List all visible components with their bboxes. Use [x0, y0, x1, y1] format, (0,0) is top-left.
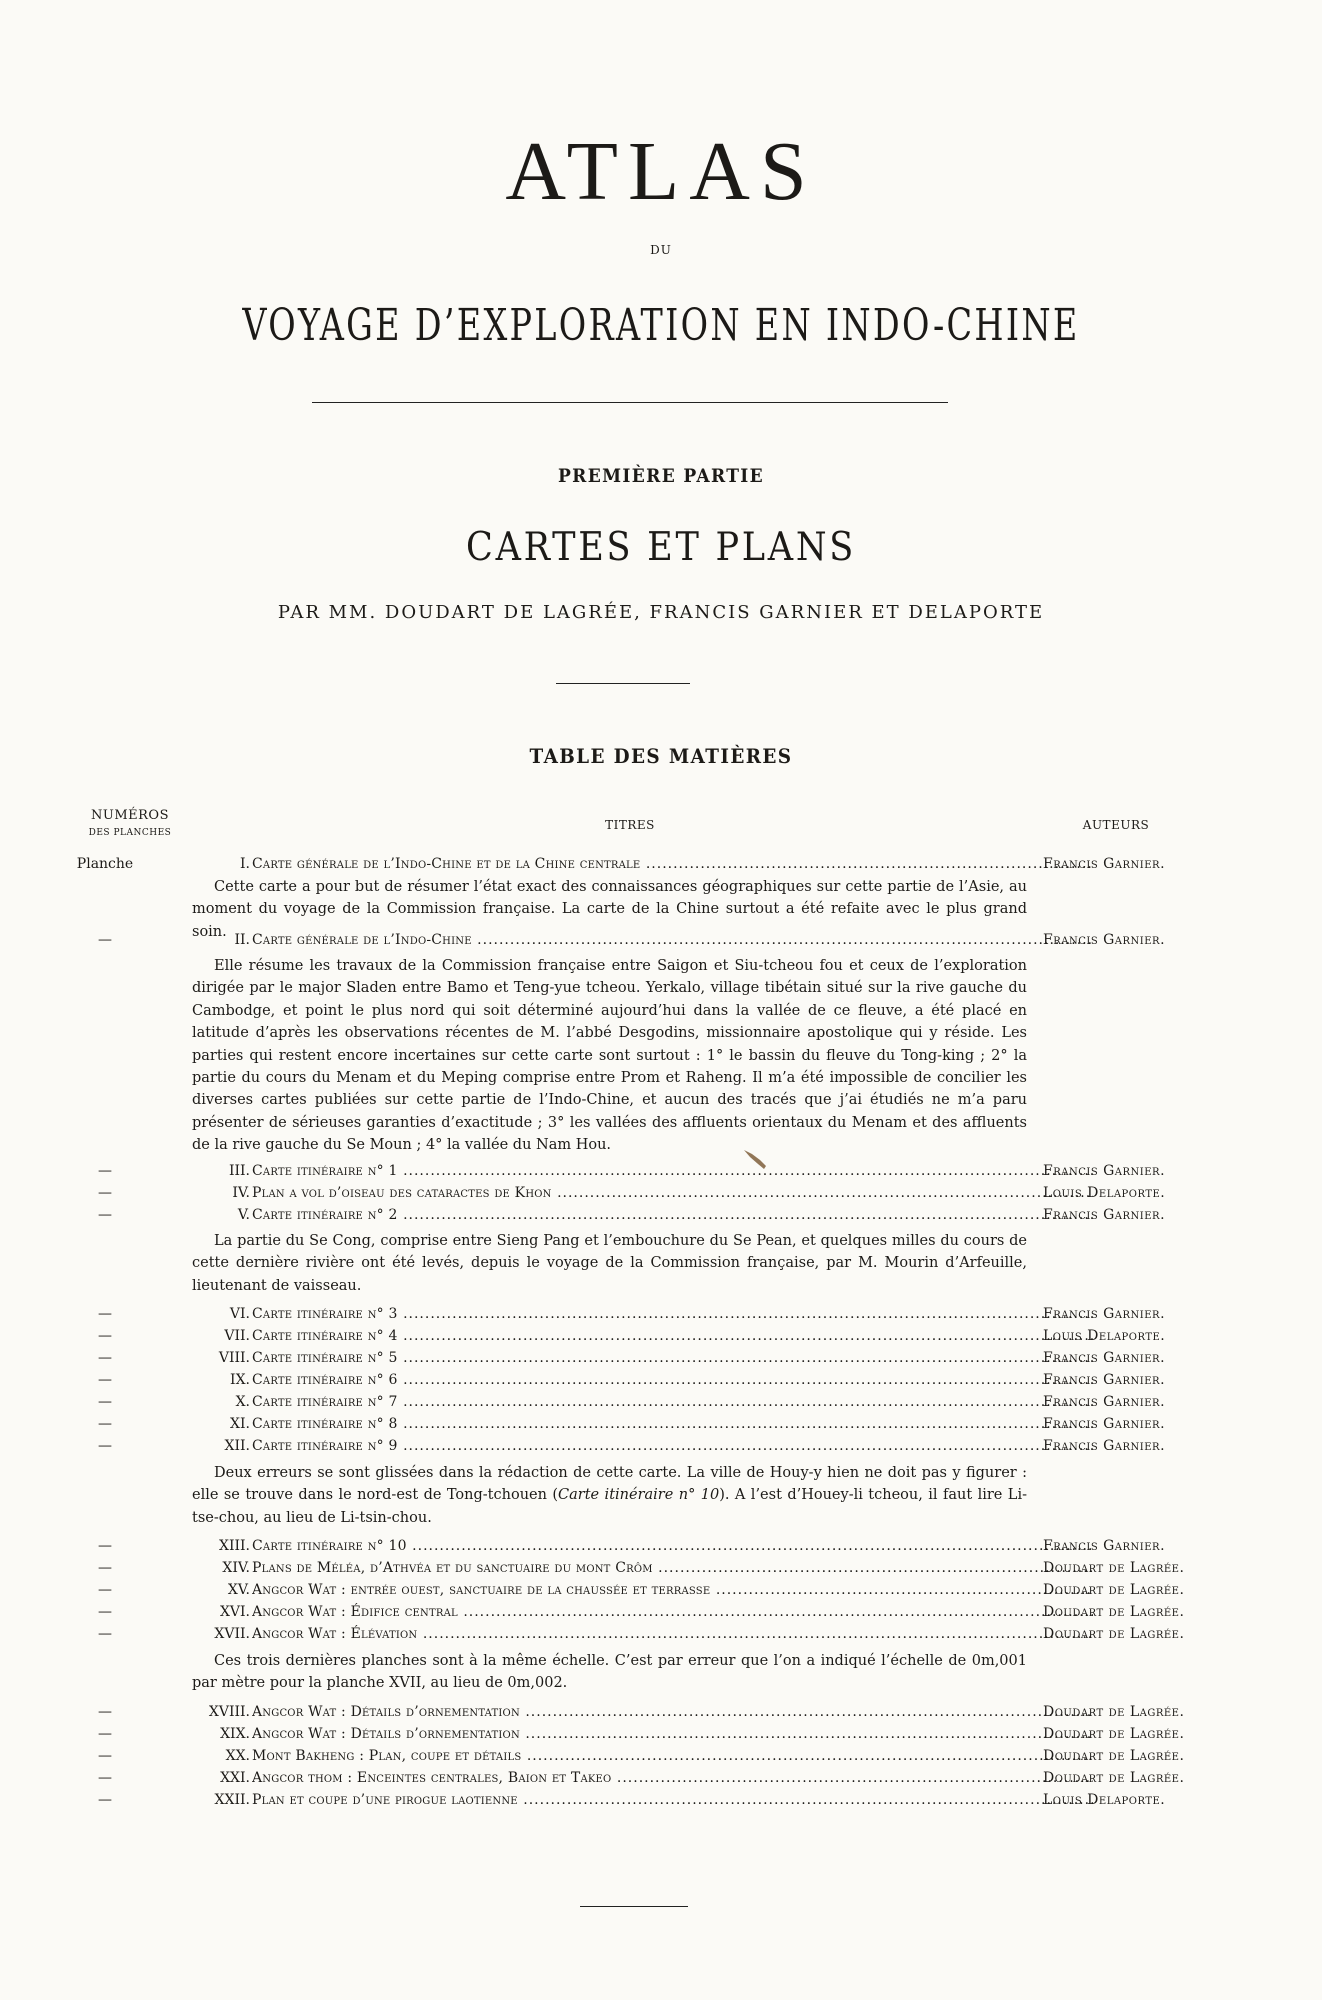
note-text: Deux erreurs se sont glissées dans la rédaction de cette carte. La ville de Houy-y hien ne doit pas y figurer : elle se trouve dans le nord-est de Tong-tchouen ( [192, 1465, 1027, 1504]
plate-title: Angcor thom : Enceintes centrales, Baion et Takeo ..... [252, 1767, 1093, 1789]
section-title: CARTES ET PLANS [466, 525, 856, 570]
table-row [60, 1182, 1210, 1204]
table-row [60, 853, 1210, 875]
table-row [60, 1535, 1210, 1557]
divider [312, 402, 948, 403]
table-row [60, 1723, 1210, 1745]
table-row [60, 1579, 1210, 1601]
plate-title: Angcor Wat : entrée ouest, sanctuaire de la chaussée et terrasse ..... [252, 1579, 1093, 1601]
table-row [60, 1413, 1210, 1435]
plate-author: Francis Garnier. [1043, 1538, 1166, 1554]
plate-note: La partie du Se Cong, comprise entre Sieng Pang et l’embouchure du Se Pean, et quelques milles du cours de cette dernière rivière ont été levés, depuis le voyage de la Commission française, par M. Mourin d’Arfeuille, lieutenant de vaisseau. [192, 1233, 1027, 1294]
row-lead: — [98, 1438, 112, 1454]
row-lead: — [98, 1770, 112, 1786]
plate-author: Doudart de Lagrée. [1043, 1770, 1185, 1786]
plate-number: XVII. [214, 1626, 250, 1642]
plate-author: Doudart de Lagrée. [1043, 1704, 1185, 1720]
column-header-planches: DES PLANCHES [88, 828, 172, 838]
row-lead: — [98, 1626, 112, 1642]
plate-note: Ces trois dernières planches sont à la même échelle. C’est par erreur que l’on a indiqué l’échelle de 0m,001 par mètre pour la planche XVII, au lieu de 0m,002. [192, 1653, 1027, 1692]
plate-number: III. [228, 1163, 250, 1179]
plate-number: V. [237, 1207, 250, 1223]
table-row [60, 1204, 1210, 1226]
page-title: ATLAS [505, 125, 817, 218]
row-lead: — [98, 1792, 112, 1808]
row-lead: — [98, 1748, 112, 1764]
plate-number: XIV. [222, 1560, 250, 1576]
plate-number: XIII. [218, 1538, 250, 1554]
plate-title: Carte itinéraire n° 10 ..... [252, 1535, 1093, 1557]
note-reference: Carte itinéraire n° 10 [558, 1487, 720, 1504]
note-text: ). A l’est d’Houey-li tcheou, il faut lire Li-tse-chou, au lieu de Li-tsin-chou. [192, 1487, 1027, 1526]
row-lead: — [98, 1582, 112, 1598]
plate-number: XVI. [219, 1604, 250, 1620]
plate-title: Angcor Wat : Élévation ..... [252, 1623, 1093, 1645]
row-lead: — [98, 1163, 112, 1179]
column-header-titres: TITRES [605, 818, 655, 832]
table-row [60, 1160, 1210, 1182]
plate-author: Doudart de Lagrée. [1043, 1626, 1185, 1642]
plate-number: I. [240, 856, 250, 872]
table-row [60, 1347, 1210, 1369]
row-lead: — [98, 1207, 112, 1223]
table-heading: TABLE DES MATIÈRES [529, 744, 793, 768]
table-row [60, 1391, 1210, 1413]
plate-author: Francis Garnier. [1043, 932, 1166, 948]
table-row [60, 1369, 1210, 1391]
row-lead: — [98, 1704, 112, 1720]
table-row [60, 1701, 1210, 1723]
plate-author: Doudart de Lagrée. [1043, 1748, 1185, 1764]
plate-note: Elle résume les travaux de la Commission française entre Saigon et Siu-tcheou fou et ceux de l’exploration dirigée par le major Sladen entre Bamo et Teng-yue tcheou. Yerkalo, village tibétain situé sur la rive gauche du Cambodge, et point le plus nord qui soit déterminé aujourd’hui dans la vallée de ce fleuve, a été placé en latitude d’après les observations récentes de M. l’abbé Desgodins, missionnaire apostolique qui y réside. Les parties qui restent encore incertaines sur cette carte sont surtout : 1° le bassin du fleuve du Tong-king ; 2° la partie du cours du Menam et du Meping comprise entre Prom et Raheng. Il m’a été impossible de concilier les diverses cartes publiées sur cette partie de l’Indo-Chine, et aucun des tracés que j’ai étudiés ne m’a paru présenter de sérieuses garanties d’exactitude ; 3° les vallées des affluents orientaux du Menam et des affluents de la rive gauche du Se Moun ; 4° la vallée du Nam Hou. [192, 958, 1027, 1154]
plate-title: Carte itinéraire n° 2 ..... [252, 1204, 1093, 1226]
plate-number: XX. [225, 1748, 250, 1764]
ink-stain [742, 1148, 772, 1170]
plate-author: Francis Garnier. [1043, 1372, 1166, 1388]
table-row [60, 929, 1210, 951]
row-lead: — [98, 1416, 112, 1432]
table-row [60, 1435, 1210, 1457]
plate-number: VII. [224, 1328, 250, 1344]
title-connector: DU [650, 243, 672, 257]
table-row [60, 1767, 1210, 1789]
plate-number: II. [234, 932, 250, 948]
plate-note [192, 1462, 1027, 1529]
table-row [60, 1623, 1210, 1645]
plate-title: Plan et coupe d’une pirogue laotienne ..... [252, 1789, 1093, 1811]
table-row [60, 1601, 1210, 1623]
plate-title: Carte générale de l’Indo-Chine et de la Chine centrale ..... [252, 853, 1093, 875]
plate-author: Louis Delaporte. [1043, 1328, 1166, 1344]
row-lead: — [98, 1726, 112, 1742]
plate-author: Francis Garnier. [1043, 1416, 1166, 1432]
row-lead: — [98, 1604, 112, 1620]
plate-title: Carte itinéraire n° 6 ..... [252, 1369, 1093, 1391]
part-label: PREMIÈRE PARTIE [557, 465, 765, 487]
plate-number: VIII. [218, 1350, 250, 1366]
divider [580, 1906, 688, 1907]
divider [556, 683, 690, 684]
plate-author: Francis Garnier. [1043, 1207, 1166, 1223]
plate-title: Carte itinéraire n° 1 ..... [252, 1160, 1093, 1182]
plate-author: Francis Garnier. [1043, 1163, 1166, 1179]
row-lead: Planche [76, 856, 134, 872]
table-row [60, 1325, 1210, 1347]
plate-author: Francis Garnier. [1043, 1394, 1166, 1410]
row-lead: — [98, 1328, 112, 1344]
plate-number: XXI. [220, 1770, 250, 1786]
plate-author: Louis Delaporte. [1043, 1792, 1166, 1808]
table-row [60, 1745, 1210, 1767]
plate-author: Francis Garnier. [1043, 1306, 1166, 1322]
plate-title: Carte itinéraire n° 8 ..... [252, 1413, 1093, 1435]
plate-number: XII. [224, 1438, 250, 1454]
plate-author: Doudart de Lagrée. [1043, 1604, 1185, 1620]
column-header-numeros: NUMÉROS [91, 808, 169, 823]
row-lead: — [98, 932, 112, 948]
page-subtitle: VOYAGE D’EXPLORATION EN INDO-CHINE [242, 300, 1080, 351]
table-row [60, 1303, 1210, 1325]
row-lead: — [98, 1306, 112, 1322]
plate-title: Carte itinéraire n° 9 ..... [252, 1435, 1093, 1457]
row-lead: — [98, 1538, 112, 1554]
plate-title: Carte générale de l’Indo-Chine ..... [252, 929, 1093, 951]
plate-number: IX. [230, 1372, 250, 1388]
plate-title: Carte itinéraire n° 7 ..... [252, 1391, 1093, 1413]
row-lead: — [98, 1394, 112, 1410]
row-lead: — [98, 1350, 112, 1366]
table-row [60, 1789, 1210, 1811]
plate-number: XV. [227, 1582, 250, 1598]
column-header-auteurs: AUTEURS [1082, 818, 1150, 832]
plate-title: Mont Bakheng : Plan, coupe et détails ..... [252, 1745, 1093, 1767]
plate-author: Louis Delaporte. [1043, 1185, 1166, 1201]
plate-number: X. [235, 1394, 250, 1410]
table-row [60, 1557, 1210, 1579]
plate-author: Doudart de Lagrée. [1043, 1726, 1185, 1742]
plate-note: Cette carte a pour but de résumer l’état exact des connaissances géographiques sur cette partie de l’Asie, au moment du voyage de la Commission française. La carte de la Chine surtout a été refaite avec le plus grand soin. [192, 879, 1027, 940]
plate-number: XXII. [214, 1792, 250, 1808]
plate-title: Plans de Méléa, d’Athvéa et du sanctuaire du mont Crôm ..... [252, 1557, 1093, 1579]
plate-number: XIX. [220, 1726, 250, 1742]
row-lead: — [98, 1372, 112, 1388]
plate-title: Angcor Wat : Détails d’ornementation ..... [252, 1723, 1093, 1745]
plate-number: VI. [229, 1306, 250, 1322]
plate-author: Doudart de Lagrée. [1043, 1582, 1185, 1598]
plate-number: IV. [232, 1185, 250, 1201]
plate-title: Carte itinéraire n° 3 ..... [252, 1303, 1093, 1325]
plate-title: Plan a vol d’oiseau des cataractes de Khon ..... [252, 1182, 1093, 1204]
plate-title: Carte itinéraire n° 5 ..... [252, 1347, 1093, 1369]
plate-number: XI. [230, 1416, 250, 1432]
plate-title: Angcor Wat : Édifice central ..... [252, 1601, 1093, 1623]
row-lead: — [98, 1185, 112, 1201]
plate-number: XVIII. [208, 1704, 250, 1720]
plate-title: Angcor Wat : Détails d’ornementation ..... [252, 1701, 1093, 1723]
row-lead: — [98, 1560, 112, 1576]
authors-line: PAR MM. DOUDART DE LAGRÉE, FRANCIS GARNIER ET DELAPORTE [277, 602, 1045, 623]
plate-title: Carte itinéraire n° 4 ..... [252, 1325, 1093, 1347]
plate-author: Francis Garnier. [1043, 856, 1166, 872]
plate-author: Francis Garnier. [1043, 1438, 1166, 1454]
plate-author: Doudart de Lagrée. [1043, 1560, 1185, 1576]
plate-author: Francis Garnier. [1043, 1350, 1166, 1366]
